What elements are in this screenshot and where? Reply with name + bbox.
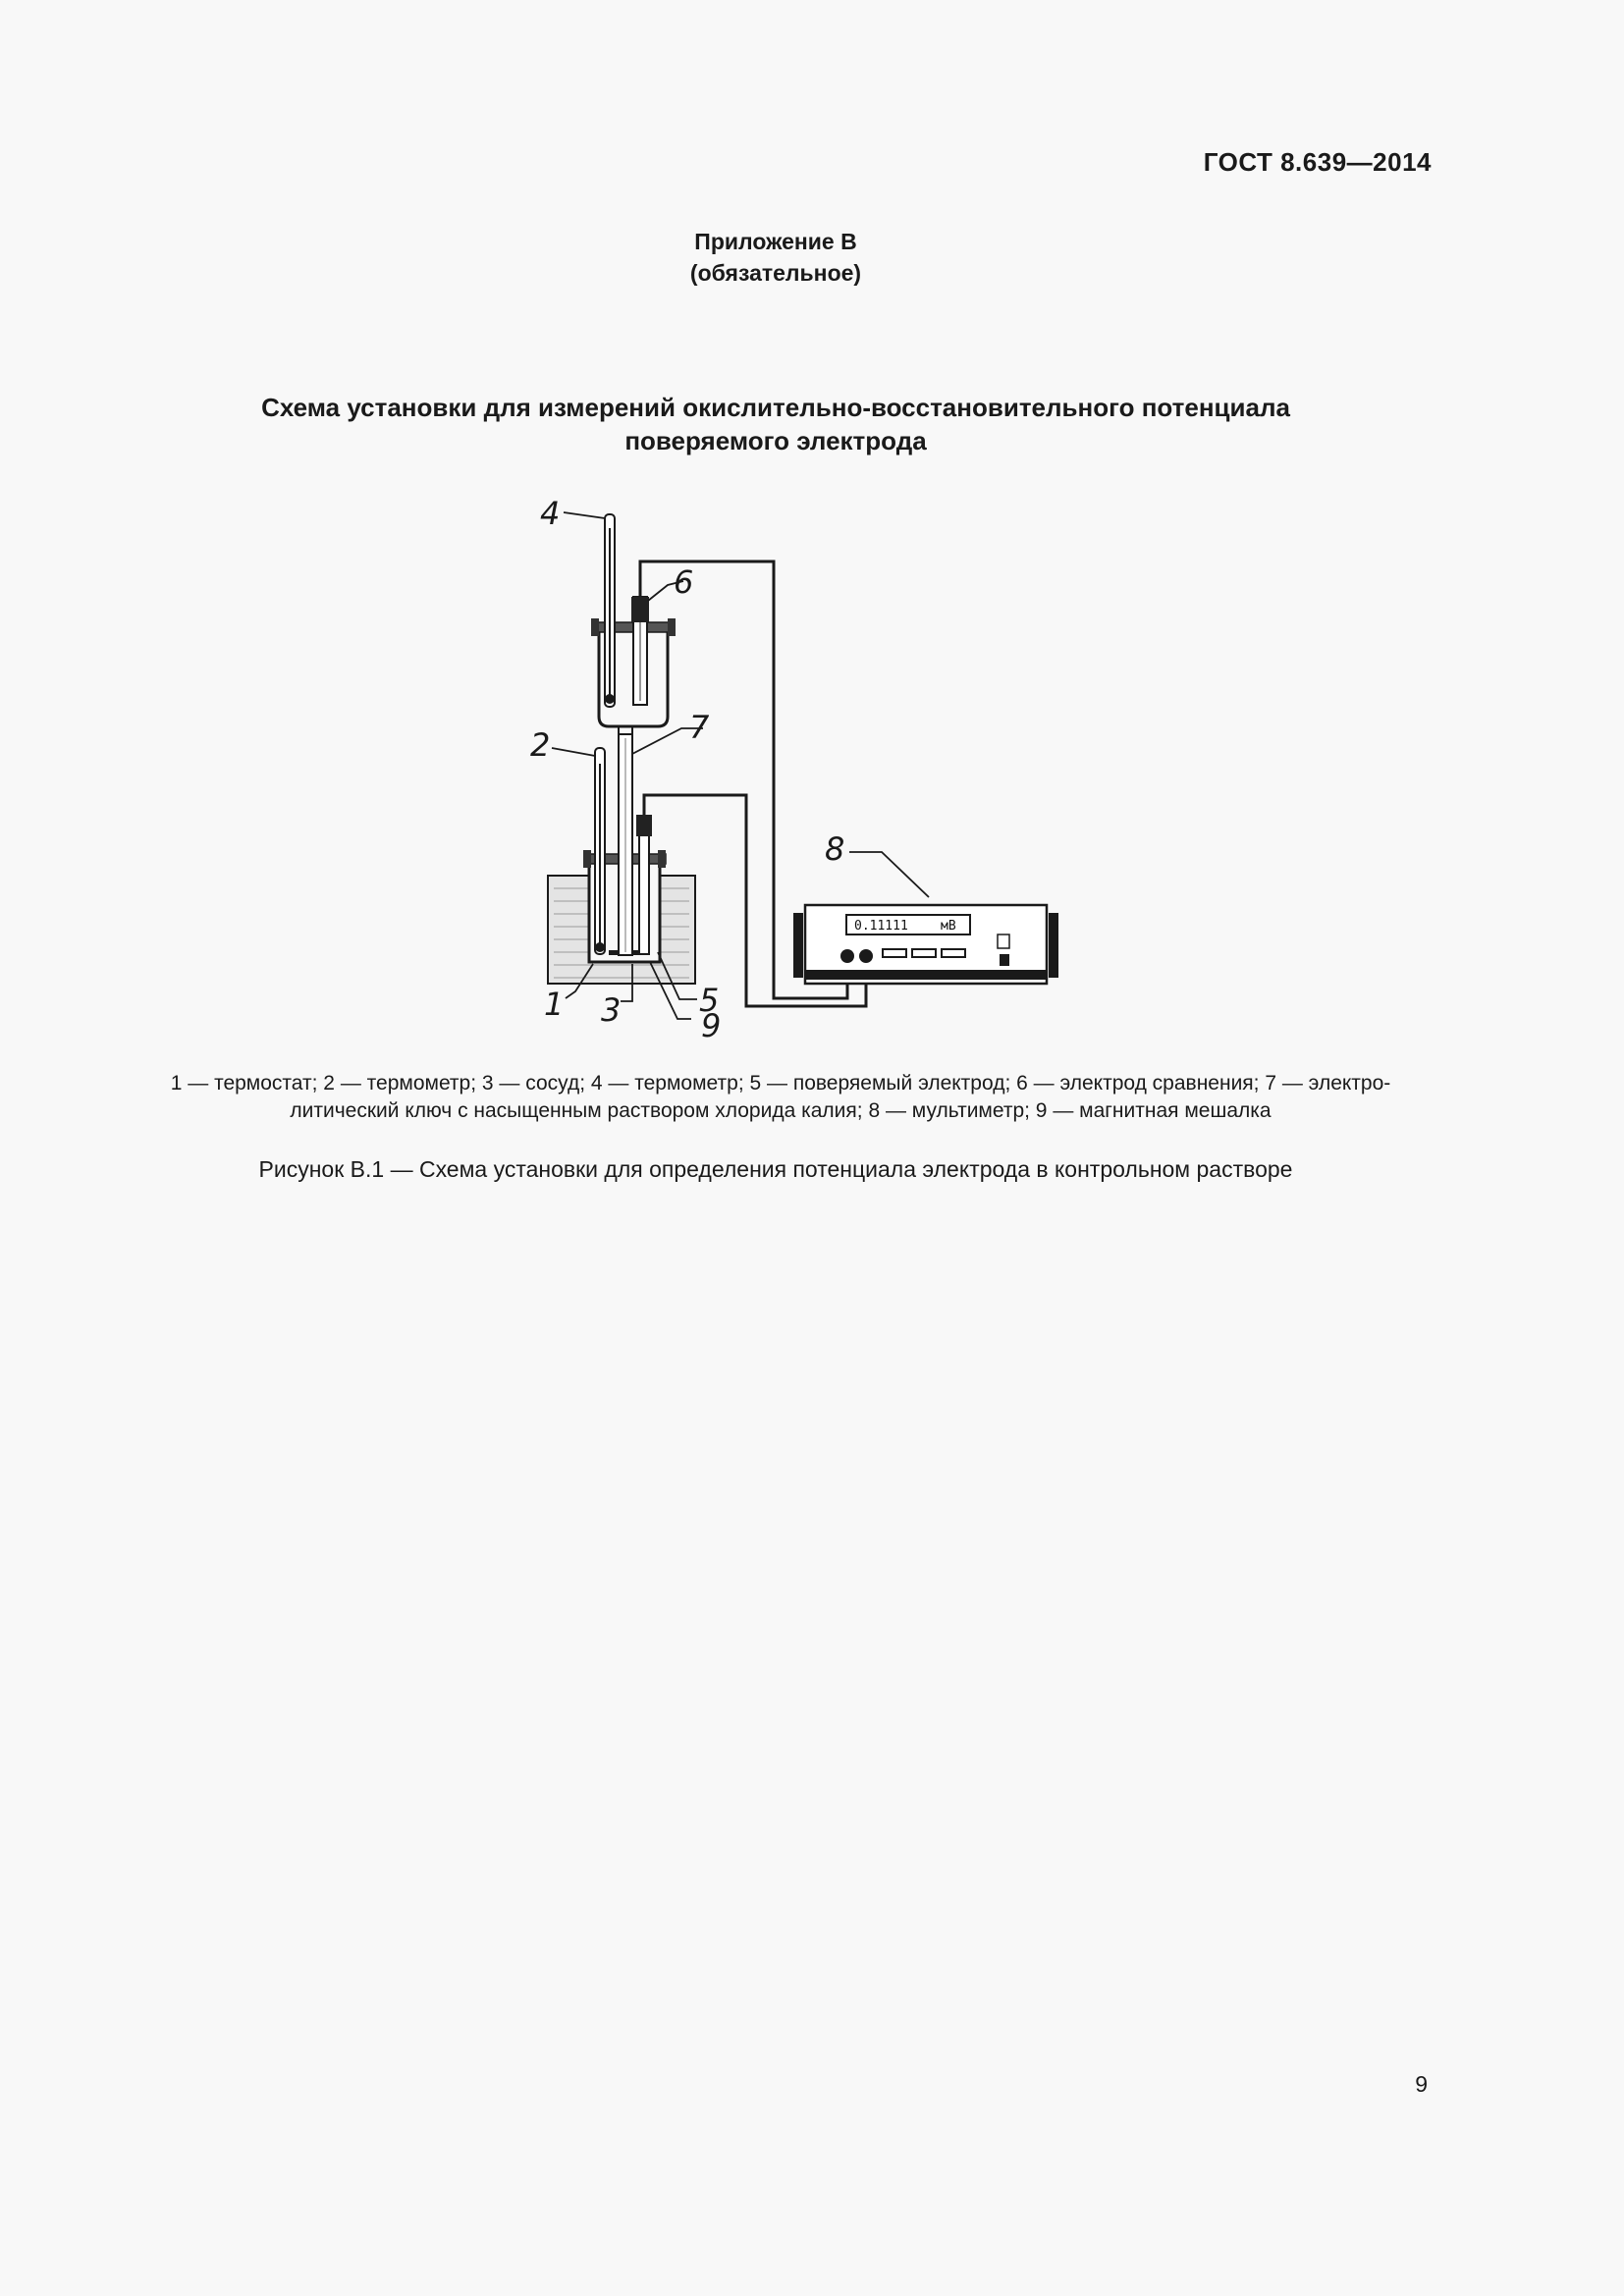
multimeter (793, 905, 1058, 984)
figure-legend (128, 1070, 1434, 1125)
callout-6: 6 (674, 563, 694, 601)
callout-4: 4 (540, 495, 561, 532)
appendix-note: (обязательное) (689, 260, 862, 286)
callout-7: 7 (689, 709, 710, 746)
electrolytic-key (619, 734, 632, 955)
callout-2: 2 (530, 726, 551, 764)
callout-1: 1 (544, 986, 565, 1023)
callout-9: 9 (701, 1007, 722, 1044)
thermometer-4 (605, 514, 615, 707)
page-number: 9 (1415, 2071, 1428, 2097)
heading-line-2: поверяемого электрода (624, 426, 927, 455)
input-terminal-1 (840, 949, 854, 963)
callout-8: 8 (825, 830, 845, 868)
heading-line-1: Схема установки для измерений окислительно-восстановительного потенциала (261, 393, 1290, 422)
reference-electrode (631, 597, 649, 705)
appendix-title: Приложение В (694, 229, 857, 254)
display-unit: мВ (941, 919, 956, 934)
callout-3: 3 (601, 991, 622, 1029)
appendix-block (0, 226, 1551, 289)
section-heading (0, 391, 1551, 457)
thermometer-2 (595, 748, 605, 954)
display-reading: 0.11111 (854, 919, 908, 934)
setup-diagram (511, 491, 1060, 1050)
legend-line-1: 1 — термостат; 2 — термометр; 3 — сосуд; 4 — термометр; 5 — поверяемый электрод; 6 — электрод сравнения; 7 — электро- (170, 1072, 1391, 1095)
test-electrode (636, 815, 652, 954)
setup-diagram-svg (511, 491, 1060, 1050)
input-terminal-2 (859, 949, 873, 963)
legend-line-2: литический ключ с насыщенным раствором хлорида калия; 8 — мультиметр; 9 — магнитная мешалка (290, 1099, 1272, 1122)
document-code: ГОСТ 8.639—2014 (1203, 147, 1432, 177)
figure-caption: Рисунок В.1 — Схема установки для определения потенциала электрода в контрольном растворе (258, 1156, 1293, 1182)
callout-5: 5 (699, 982, 720, 1019)
